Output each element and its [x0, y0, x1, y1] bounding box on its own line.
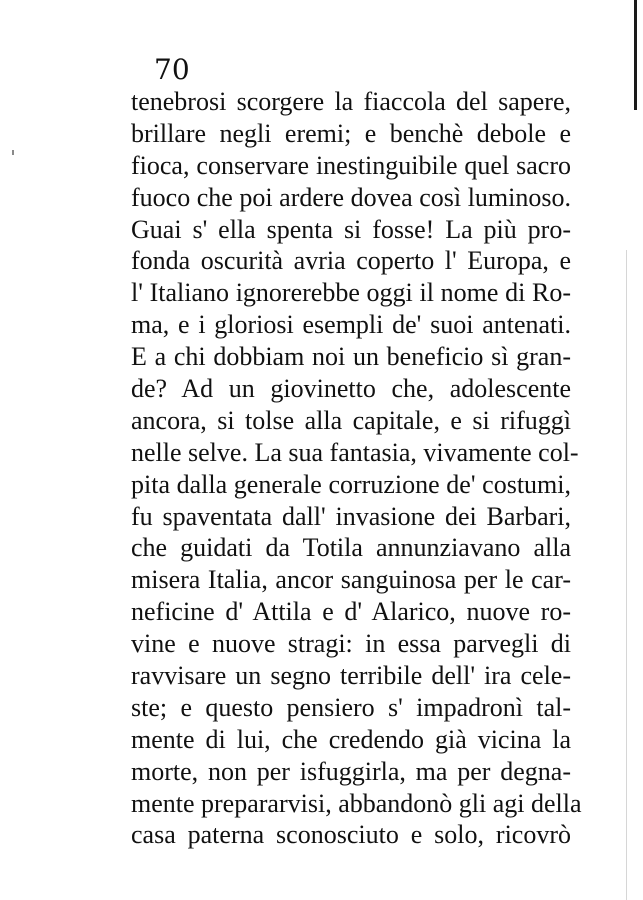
text-line: tenebrosi scorgere la fiaccola del sapere,	[131, 87, 571, 116]
text-line: che guidati da Totila annunziavano alla	[131, 533, 571, 563]
text-line: nelle selve. La sua fantasia, vivamente col-	[131, 437, 579, 467]
page-edge-shadow	[634, 0, 637, 110]
text-line: E a chi dobbiam noi un beneficio sì gran-	[131, 342, 571, 372]
page-number: 70	[154, 53, 190, 86]
text-line: fioca, conservare inestinguibile quel sacro	[131, 150, 571, 180]
text-line: morte, non per isfuggirla, ma per degna-	[131, 756, 571, 786]
body-text	[131, 86, 582, 851]
text-line: de? Ad un giovinetto che, adolescente	[131, 374, 571, 404]
text-line: pita dalla generale corruzione de' costumi,	[131, 469, 571, 499]
text-line: fuoco che poi ardere dovea così luminoso.	[131, 182, 571, 212]
text-line: misera Italia, ancor sanguinosa per le car-	[131, 565, 571, 595]
text-line: casa paterna sconosciuto e solo, ricovrò	[131, 820, 571, 850]
text-line: ma, e i gloriosi esempli de' suoi antenati.	[131, 310, 571, 340]
text-line: Guai s' ella spenta si fosse! La più pro-	[131, 214, 571, 244]
text-line: neficine d' Attila e d' Alarico, nuove ro-	[131, 597, 571, 627]
text-line: mente prepararvisi, abbandonò gli agi della	[131, 788, 582, 818]
text-line: ancora, si tolse alla capitale, e si rifuggì	[131, 405, 571, 435]
margin-speck	[12, 150, 14, 155]
text-line: ravvisare un segno terribile dell' ira cele-	[131, 661, 571, 691]
text-line: vine e nuove stragi: in essa parvegli di	[131, 629, 571, 659]
page-edge-line	[626, 250, 627, 900]
text-line: l' Italiano ignorerebbe oggi il nome di Ro-	[131, 278, 571, 308]
text-line: ste; e questo pensiero s' impadronì tal-	[131, 692, 571, 722]
text-line: mente di lui, che credendo già vicina la	[131, 724, 571, 754]
text-line: fonda oscurità avria coperto l' Europa, e	[131, 246, 571, 276]
text-line: fu spaventata dall' invasione dei Barbari,	[131, 501, 571, 531]
text-line: brillare negli eremi; e benchè debole e	[131, 118, 571, 148]
